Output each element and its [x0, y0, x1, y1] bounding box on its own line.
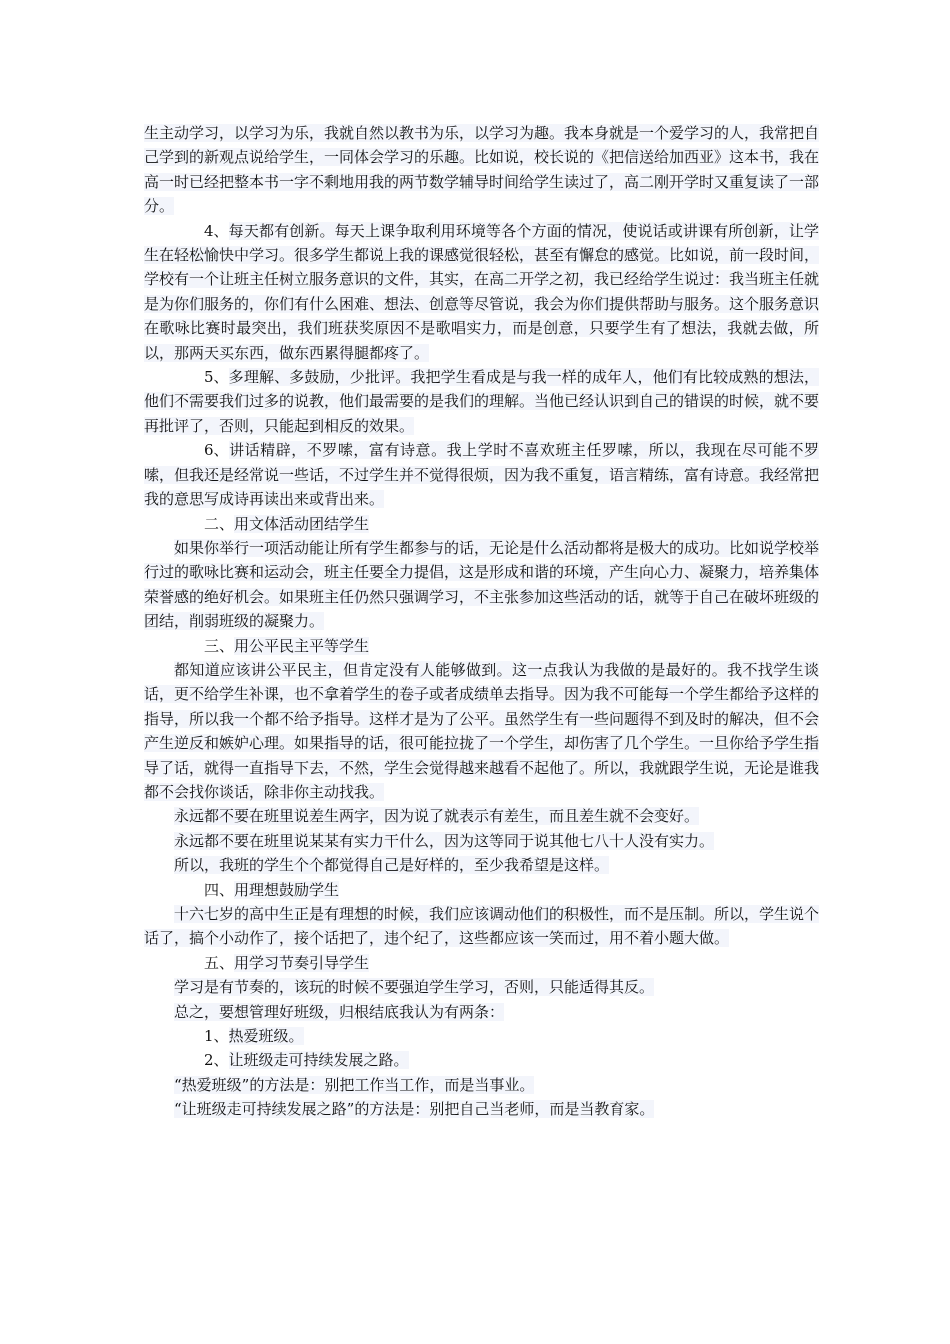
- paragraph-text: “热爱班级”的方法是：别把工作当工作，而是当事业。: [174, 1075, 535, 1094]
- paragraph-text: 总之，要想管理好班级，归根结底我认为有两条：: [174, 1002, 505, 1021]
- paragraph: [144, 1000, 819, 1024]
- paragraph-text: 学习是有节奏的，该玩的时候不要强迫学生学习，否则，只能适得其反。: [174, 978, 655, 997]
- item-number: 5、: [204, 368, 229, 387]
- section-number: 五、: [204, 953, 235, 972]
- paragraph-text: 所以，我班的学生个个都觉得自己是好样的，至少我希望是这样。: [174, 856, 610, 875]
- item-number: 2、: [204, 1051, 229, 1070]
- section-number: 三、: [204, 636, 235, 655]
- paragraph: [144, 853, 819, 877]
- paragraph-text: “让班级走可持续发展之路”的方法是：别把自己当老师，而是当教育家。: [174, 1100, 655, 1119]
- body-text: [144, 121, 819, 1122]
- numbered-item-2: [144, 1048, 819, 1072]
- paragraph: [144, 975, 819, 999]
- paragraph: [144, 536, 819, 634]
- section-title: 用公平民主平等学生: [234, 636, 370, 655]
- item-text: 热爱班级。: [228, 1027, 304, 1046]
- paragraph-text: 永远都不要在班里说差生两字，因为说了就表示有差生，而且差生就不会变好。: [174, 807, 700, 826]
- section-number: 四、: [204, 880, 235, 899]
- section-title: 用理想鼓励学生: [234, 880, 340, 899]
- item-text: 讲话精辟，不罗嗦，富有诗意。我上学时不喜欢班主任罗嗦，所以，我现在尽可能不罗嗦，但我还是经常说一些话，不过学生并不觉得很烦，因为我不重复，语言精练，富有诗意。我经常把我的意思写成诗再读出来或背出来。: [144, 441, 820, 509]
- numbered-item-1: [144, 1024, 819, 1048]
- item-number: 6、: [204, 441, 229, 460]
- paragraph-text: 十六七岁的高中生正是有理想的时候，我们应该调动他们的积极性，而不是压制。所以，学生说个话了，搞个小动作了，接个话把了，违个纪了，这些都应该一笑而过，用不着小题大做。: [144, 905, 820, 948]
- item-text: 每天都有创新。每天上课争取利用环境等各个方面的情况，使说话或讲课有所创新，让学生在轻松愉快中学习。很多学生都说上我的课感觉很轻松，甚至有懈怠的感觉。比如说，前一段时间，学校有一个让班主任树立服务意识的文件，其实，在高二开学之初，我已经给学生说过：我当班主任就是为你们服务的，你们有什么困难、想法、创意等尽管说，我会为你们提供帮助与服务。这个服务意识在歌咏比赛时最突出，我们班获奖原因不是歌唱实力，而是创意，只要学生有了想法，我就去做，所以，那两天买东西，做东西累得腿都疼了。: [144, 221, 820, 362]
- paragraph: [144, 829, 819, 853]
- section-heading-4: [144, 878, 819, 902]
- paragraph: [144, 658, 819, 804]
- paragraph-text: 永远都不要在班里说某某有实力干什么，因为这等同于说其他七八十人没有实力。: [174, 831, 715, 850]
- paragraph-text: 生主动学习，以学习为乐，我就自然以教书为乐，以学习为趣。我本身就是一个爱学习的人，我常把自己学到的新观点说给学生，一同体会学习的乐趣。比如说，校长说的《把信送给加西亚》这本书，我在高一时已经把整本书一字不剩地用我的两节数学辅导时间给学生读过了，高二刚开学时又重复读了一部分。: [144, 124, 820, 216]
- item-text: 让班级走可持续发展之路。: [228, 1051, 409, 1070]
- item-text: 多理解、多鼓励，少批评。我把学生看成是与我一样的成年人，他们有比较成熟的想法，他们不需要我们过多的说教，他们最需要的是我们的理解。当他已经认识到自己的错误的时候，就不要再批评了，否则，只能起到相反的效果。: [144, 368, 820, 435]
- paragraph: [144, 1073, 819, 1097]
- section-title: 用文体活动团结学生: [234, 514, 370, 533]
- paragraph-text: 如果你举行一项活动能让所有学生都参与的话，无论是什么活动都将是极大的成功。比如说学校举行过的歌咏比赛和运动会，班主任要全力提倡，这是形成和谐的环境，产生向心力、凝聚力，培养集体荣誉感的绝好机会。如果班主任仍然只强调学习，不主张参加这些活动的话，就等于自己在破坏班级的团结，削弱班级的凝聚力。: [144, 538, 820, 631]
- numbered-item-6: [144, 438, 819, 511]
- paragraph: [144, 1097, 819, 1121]
- section-heading-3: [144, 634, 819, 658]
- numbered-item-5: [144, 365, 819, 438]
- item-number: 1、: [204, 1027, 229, 1046]
- section-heading-5: [144, 951, 819, 975]
- paragraph: [144, 121, 819, 219]
- section-title: 用学习节奏引导学生: [234, 953, 370, 972]
- paragraph: [144, 804, 819, 828]
- section-heading-2: [144, 512, 819, 536]
- item-number: 4、: [204, 221, 229, 240]
- paragraph-text: 都知道应该讲公平民主，但肯定没有人能够做到。这一点我认为我做的是最好的。我不找学生谈话，更不给学生补课，也不拿着学生的卷子或者成绩单去指导。因为我不可能每一个学生都给予这样的指导，所以我一个都不给予指导。这样才是为了公平。虽然学生有一些问题得不到及时的解决，但不会产生逆反和嫉妒心理。如果指导的话，很可能拉拢了一个学生，却伤害了几个学生。一旦你给予学生指导了话，就得一直指导下去，不然，学生会觉得越来越看不起他了。所以，我就跟学生说，无论是谁我都不会找你谈话，除非你主动找我。: [144, 660, 820, 801]
- section-number: 二、: [204, 514, 235, 533]
- paragraph: [144, 902, 819, 951]
- numbered-item-4: [144, 219, 819, 365]
